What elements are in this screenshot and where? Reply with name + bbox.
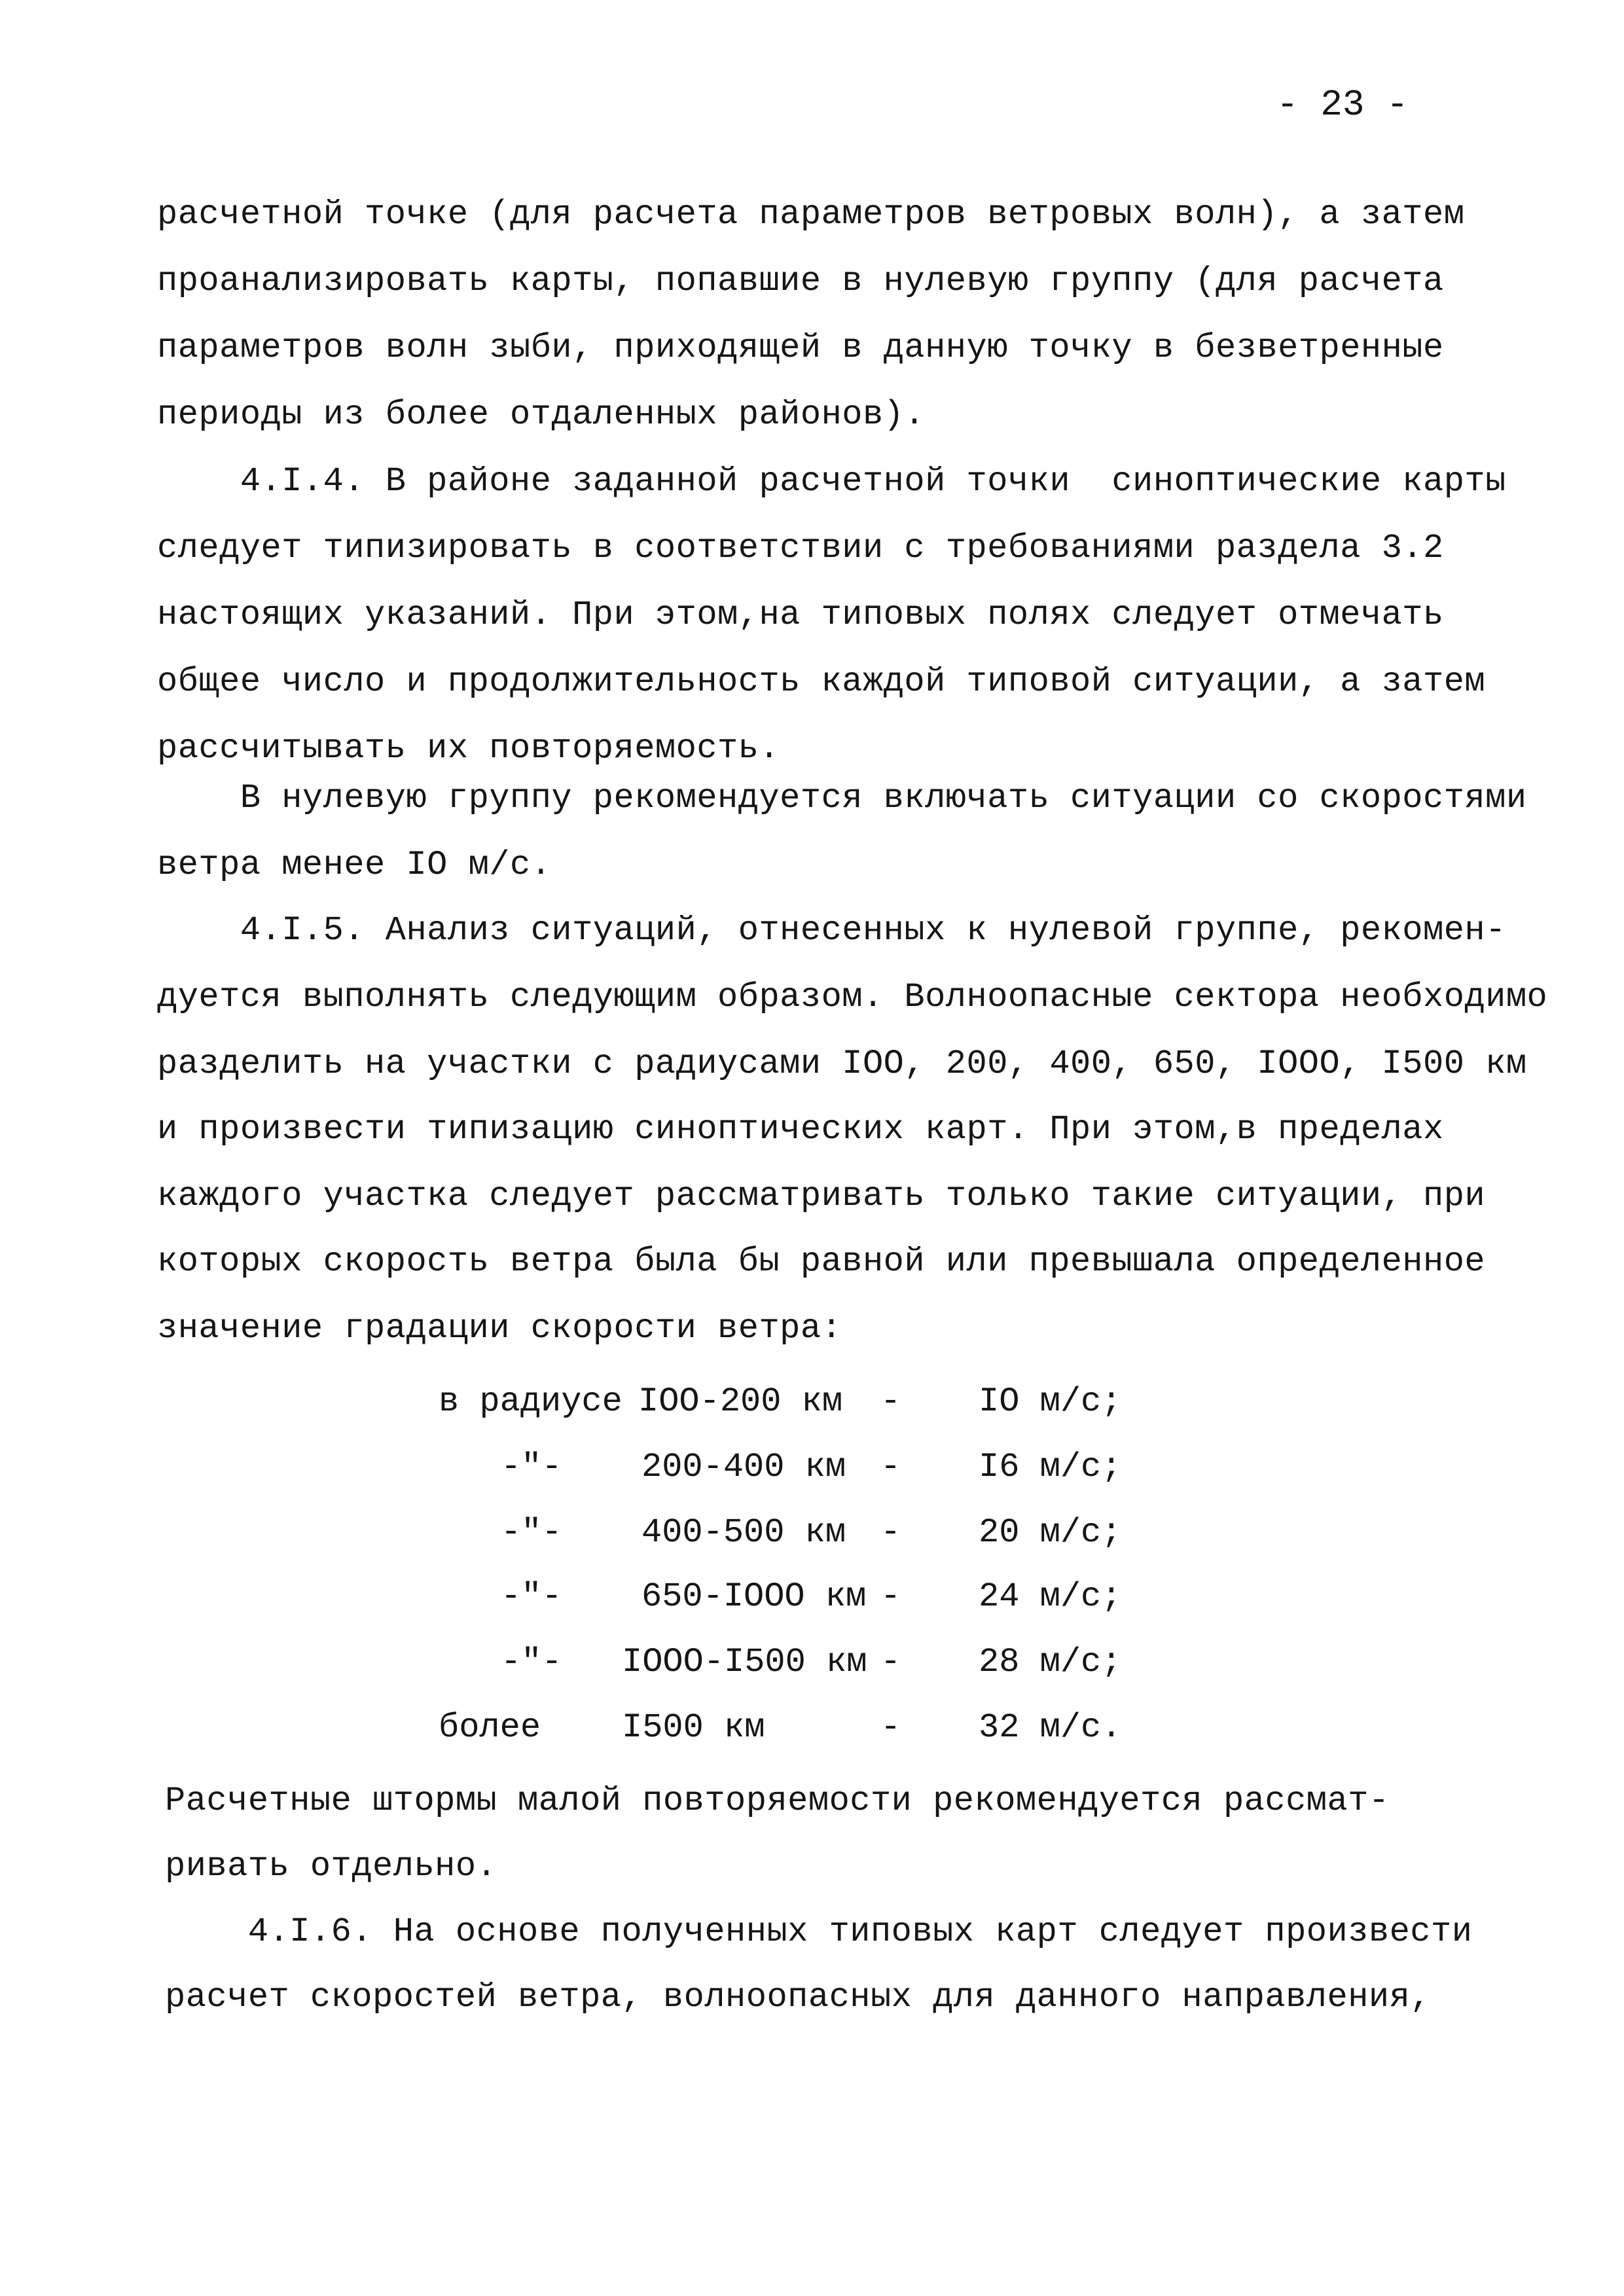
wind-table-row (0, 1381, 1624, 1423)
text-line: значение градации скорости ветра: (157, 1309, 842, 1348)
wind-table-range: 650-IOOO км (641, 1577, 867, 1616)
wind-table-speed: 32 м/с. (979, 1708, 1122, 1747)
wind-table-speed: 24 м/с; (979, 1577, 1122, 1616)
text-line: 4.I.4. В районе заданной расчетной точки синоптические карты (157, 462, 1506, 501)
page-number: - 23 - (1276, 84, 1409, 126)
text-line: которых скорость ветра была бы равной или превышала определенное (157, 1242, 1486, 1281)
wind-table-label: -"- (501, 1643, 562, 1681)
wind-table-label: -"- (501, 1577, 562, 1616)
text-line: настоящих указаний. При этом,на типовых полях следует отмечать (157, 596, 1444, 634)
wind-table-range: 200-400 км (641, 1448, 846, 1486)
text-line: 4.I.5. Анализ ситуаций, отнесенных к нулевой группе, рекомен- (157, 911, 1506, 950)
wind-table-label: -"- (501, 1448, 562, 1486)
wind-table-speed: IO м/с; (979, 1382, 1122, 1421)
wind-table-dash: - (880, 1382, 901, 1421)
text-line: В нулевую группу рекомендуется включать ситуации со скоростями (157, 779, 1527, 817)
text-line: проанализировать карты, попавшие в нулевую группу (для расчета (157, 262, 1444, 300)
wind-table-dash: - (880, 1643, 901, 1681)
wind-table-row (0, 1512, 1624, 1554)
wind-table-dash: - (880, 1448, 901, 1486)
text-line: периоды из более отдаленных районов). (157, 395, 926, 434)
wind-table-row (0, 1641, 1624, 1683)
wind-table-row (0, 1707, 1624, 1749)
text-line: разделить на участки с радиусами IOO, 200, 400, 650, IOOO, I500 км (157, 1045, 1527, 1083)
text-line: Расчетные штормы малой повторяемости рекомендуется рассмат- (165, 1782, 1390, 1820)
text-line: ривать отдельно. (165, 1847, 497, 1886)
text-line: рассчитывать их повторяемость. (157, 729, 780, 768)
wind-table-row (0, 1576, 1624, 1618)
wind-table-range: IOO-200 км (638, 1382, 843, 1421)
wind-table-dash: - (880, 1708, 901, 1747)
text-line: каждого участка следует рассматривать только такие ситуации, при (157, 1177, 1486, 1215)
wind-table-range: 400-500 км (641, 1513, 846, 1552)
text-line: и произвести типизацию синоптических карт. При этом,в пределах (157, 1110, 1444, 1149)
wind-table-row (0, 1446, 1624, 1488)
wind-table-speed: I6 м/с; (979, 1448, 1122, 1486)
wind-table-dash: - (880, 1577, 901, 1616)
text-line: дуется выполнять следующим образом. Волноопасные сектора необходимо (157, 978, 1548, 1016)
text-line: расчетной точке (для расчета параметров ветровых волн), а затем (157, 195, 1465, 234)
wind-table-label: в радиусе (439, 1382, 623, 1421)
wind-table-dash: - (880, 1513, 901, 1552)
text-line: следует типизировать в соответствии с требованиями раздела 3.2 (157, 529, 1444, 567)
wind-table-speed: 20 м/с; (979, 1513, 1122, 1552)
text-line: общее число и продолжительность каждой типовой ситуации, а затем (157, 662, 1486, 701)
text-line: ветра менее IO м/с. (157, 846, 552, 884)
text-line: 4.I.6. На основе полученных типовых карт следует произвести (165, 1912, 1473, 1951)
wind-table-label: более (439, 1708, 541, 1747)
wind-table-range: I500 км (622, 1708, 765, 1747)
text-line: расчет скоростей ветра, волноопасных для данного направления, (165, 1978, 1432, 2017)
text-line: параметров волн зыби, приходящей в данную точку в безветренные (157, 329, 1444, 367)
wind-table-label: -"- (501, 1513, 562, 1552)
wind-table-range: IOOO-I500 км (622, 1643, 867, 1681)
wind-table-speed: 28 м/с; (979, 1643, 1122, 1681)
